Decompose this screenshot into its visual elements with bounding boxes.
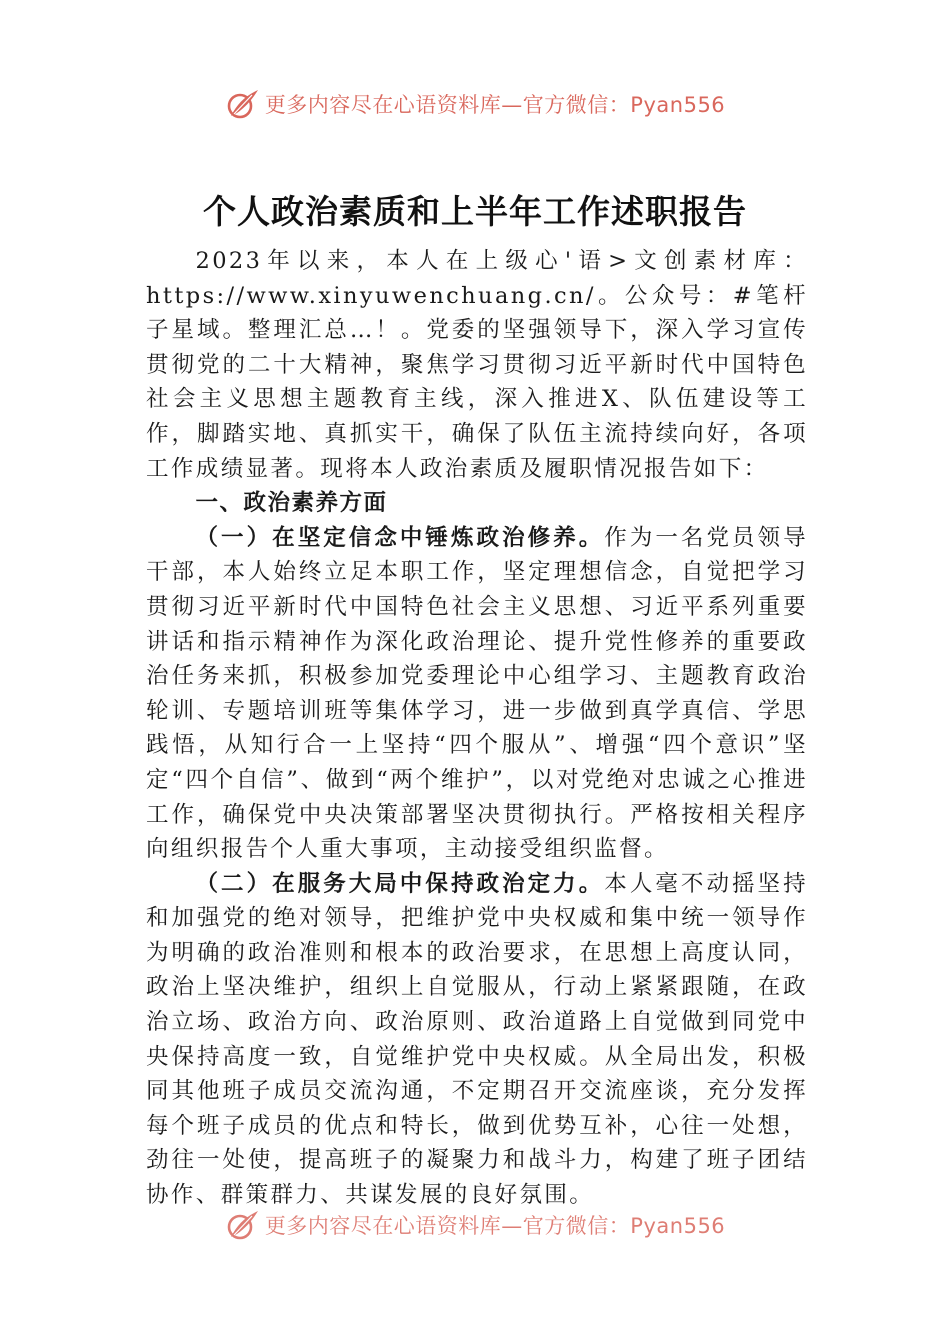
quill-logo-icon: [225, 1207, 261, 1243]
paragraph-1: [146, 521, 808, 867]
document-body: [146, 244, 808, 1213]
watermark-banner-top: [0, 84, 950, 124]
paragraph-2-body: 本人毫不动摇坚持和加强党的绝对领导，把维护党中央权威和集中统一领导作为明确的政治准则和根本的政治要求，在思想上高度认同，政治上坚决维护，组织上自觉服从，行动上紧紧跟随，在政治立场、政治方向、政治原则、政治道路上自觉做到同党中央保持高度一致，自觉维护党中央权威。从全局出发，积极同其他班子成员交流沟通，不定期召开交流座谈，充分发挥每个班子成员的优点和特长，做到优势互补，心往一处想，劲往一处使，提高班子的凝聚力和战斗力，构建了班子团结协作、群策群力、共谋发展的良好氛围。: [146, 870, 808, 1209]
paragraph-1-body: 作为一名党员领导干部，本人始终立足本职工作，坚定理想信念，自觉把学习贯彻习近平新时代中国特色社会主义思想、习近平系列重要讲话和指示精神作为深化政治理论、提升党性修养的重要政治任务来抓，积极参加党委理论中心组学习、主题教育政治轮训、专题培训班等集体学习，进一步做到真学真信、学思践悟，从知行合一上坚持“四个服从”、增强“四个意识”坚定“四个自信”、做到“两个维护”，以对党绝对忠诚之心推进工作，确保党中央决策部署坚决贯彻执行。严格按相关程序向组织报告个人重大事项，主动接受组织监督。: [146, 524, 808, 863]
paragraph-2-lead: （二）在服务大局中保持政治定力。: [195, 870, 605, 897]
section-heading: 一、政治素养方面: [195, 490, 388, 517]
paragraph-1-lead: （一）在坚定信念中锤炼政治修养。: [195, 524, 605, 551]
intro-paragraph: 2023年以来，本人在上级心'语>文创素材库：https://www.xinyuwenchuang.cn/。公众号：#笔杆子星域。整理汇总…！。党委的坚强领导下，深入学习宣传贯彻党的二十大精神，聚焦学习贯彻习近平新时代中国特色社会主义思想主题教育主线，深入推进X、队伍建设等工作，脚踏实地、真抓实干，确保了队伍主流持续向好，各项工作成绩显著。现将本人政治素质及履职情况报告如下：: [146, 248, 808, 482]
document-title: 个人政治素质和上半年工作述职报告: [203, 192, 747, 231]
watermark-banner-bottom: [0, 1205, 950, 1245]
quill-logo-icon: [225, 86, 261, 122]
watermark-text: 更多内容尽在心语资料库—官方微信：Pyan556: [264, 1214, 726, 1238]
paragraph-2: [146, 867, 808, 1213]
watermark-text: 更多内容尽在心语资料库—官方微信：Pyan556: [264, 93, 726, 117]
